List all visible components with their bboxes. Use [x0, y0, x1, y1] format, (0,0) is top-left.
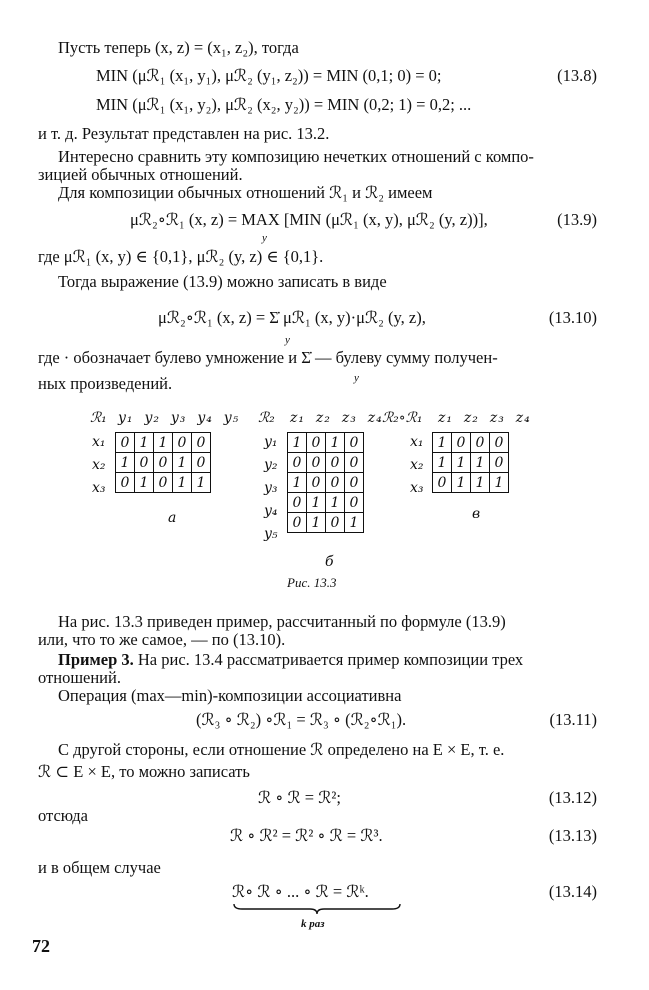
matrix-c: [432, 432, 509, 493]
sum-subscript: y: [354, 372, 359, 384]
matrix-cell: 0: [326, 453, 345, 473]
text-line: Интересно сравнить эту композицию нечетких отношений с компо-: [58, 147, 534, 166]
equation-13-9: μℛ₂∘ℛ₁ (x, z) = MAX [MIN (μℛ₁ (x, y), μℛ₂ (y, z))],: [130, 210, 488, 229]
equation-number: (13.8): [557, 66, 597, 85]
equation-13-10: μℛ₂∘ℛ₁ (x, z) = Σ̇ μℛ₁ (x, y)·μℛ₂ (y, z),: [158, 308, 426, 327]
matrix-cell: 1: [192, 473, 211, 493]
text-line: Пример 3. На рис. 13.4 рассматривается пример композиции трех: [58, 650, 524, 669]
equation-13-11: (ℛ₃ ∘ ℛ₂) ∘ℛ₁ = ℛ₃ ∘ (ℛ₂∘ℛ₁).: [196, 710, 407, 729]
matrix-cell: 0: [288, 453, 307, 473]
row-header: y₄: [264, 503, 278, 519]
matrix-cell: 0: [452, 433, 471, 453]
column-headers-c: z₁ z₂ z₃ z₄: [438, 410, 531, 426]
matrix-cell: 0: [307, 453, 326, 473]
row-header: x₁: [92, 434, 106, 450]
relation-r2-label: ℛ₂: [258, 410, 275, 426]
matrix-cell: 0: [345, 473, 364, 493]
matrix-cell: 0: [192, 453, 211, 473]
matrix-cell: 1: [433, 453, 452, 473]
matrix-a: [115, 432, 211, 493]
panel-label-b: б: [325, 554, 334, 570]
matrix-cell: 0: [326, 513, 345, 533]
underbrace-label: k раз: [301, 918, 325, 930]
matrix-cell: 0: [345, 433, 364, 453]
matrix-cell: 1: [116, 453, 135, 473]
matrix-cell: 0: [288, 493, 307, 513]
row-header: x₃: [410, 480, 424, 496]
matrix-cell: 0: [192, 433, 211, 453]
text-line: где μℛ₁ (x, y) ∈ {0,1}, μℛ₂ (y, z) ∈ {0,1}.: [38, 247, 324, 266]
matrix-cell: 1: [490, 473, 509, 493]
matrix-cell: 1: [135, 433, 154, 453]
text-line: На рис. 13.3 приведен пример, рассчитанный по формуле (13.9): [58, 612, 506, 631]
equation-number: (13.11): [549, 710, 597, 729]
matrix-b: [287, 432, 364, 533]
row-header: y₁: [264, 434, 278, 450]
matrix-cell: 0: [433, 473, 452, 493]
matrix-cell: 1: [471, 453, 490, 473]
text-line: зицией обычных отношений.: [38, 165, 243, 184]
matrix-cell: 0: [490, 453, 509, 473]
max-subscript: y: [262, 232, 267, 244]
text-line: и в общем случае: [38, 858, 161, 877]
relation-r2r1-label: ℛ₂∘ℛ₁: [382, 410, 423, 426]
equation-13-14: ℛ∘ ℛ ∘ ... ∘ ℛ = ℛᵏ.: [232, 882, 369, 901]
text-line: Тогда выражение (13.9) можно записать в виде: [58, 272, 387, 291]
matrix-cell: 1: [452, 453, 471, 473]
matrix-cell: 0: [326, 473, 345, 493]
matrix-cell: 0: [307, 473, 326, 493]
panel-label-c: в: [472, 506, 481, 522]
matrix-cell: 1: [471, 473, 490, 493]
equation-13-12: ℛ ∘ ℛ = ℛ²;: [258, 788, 341, 807]
matrix-cell: 0: [490, 433, 509, 453]
row-header: x₂: [410, 457, 424, 473]
row-header: x₃: [92, 480, 106, 496]
equation-number: (13.12): [548, 788, 597, 807]
matrix-cell: 0: [116, 433, 135, 453]
matrix-cell: 1: [307, 513, 326, 533]
matrix-cell: 1: [288, 433, 307, 453]
equation-line: MIN (μℛ₁ (x₁, y₂), μℛ₂ (x₂, y₂)) = MIN (0,2; 1) = 0,2; ...: [96, 95, 472, 114]
figure-caption: Рис. 13.3: [287, 575, 337, 590]
matrix-cell: 1: [154, 433, 173, 453]
matrix-cell: 0: [288, 513, 307, 533]
column-headers-b: z₁ z₂ z₃ z₄: [290, 410, 383, 426]
equation-13-13: ℛ ∘ ℛ² = ℛ² ∘ ℛ = ℛ³.: [230, 826, 383, 845]
matrix-cell: 0: [154, 453, 173, 473]
panel-label-a: а: [168, 510, 177, 526]
row-header: y₂: [264, 457, 278, 473]
text-line: Пусть теперь (x, z) = (x₁, z₂), тогда: [58, 38, 299, 57]
row-header: y₅: [264, 526, 278, 542]
matrix-cell: 0: [154, 473, 173, 493]
text-line: ных произведений.: [38, 374, 173, 393]
matrix-cell: 0: [173, 433, 192, 453]
text-line: Для композиции обычных отношений ℛ₁ и ℛ₂ имеем: [58, 183, 433, 202]
matrix-cell: 0: [471, 433, 490, 453]
equation-13-8: MIN (μℛ₁ (x₁, y₁), μℛ₂ (y₁, z₂)) = MIN (0,1; 0) = 0;: [96, 66, 442, 85]
matrix-cell: 1: [452, 473, 471, 493]
column-headers-a: y₁ y₂ y₃ y₄ y₅: [118, 410, 240, 426]
matrix-cell: 1: [173, 473, 192, 493]
equation-number: (13.14): [548, 882, 597, 901]
matrix-cell: 1: [326, 433, 345, 453]
equation-number: (13.13): [548, 826, 597, 845]
row-header: x₂: [92, 457, 106, 473]
text-line: или, что то же самое, — по (13.10).: [38, 630, 286, 649]
text-line: и т. д. Результат представлен на рис. 13.2.: [38, 124, 330, 143]
matrix-cell: 1: [135, 473, 154, 493]
page-number: 72: [32, 936, 50, 956]
matrix-cell: 1: [433, 433, 452, 453]
equation-number: (13.10): [548, 308, 597, 327]
text-line: ℛ ⊂ E × E, то можно записать: [38, 762, 250, 781]
matrix-cell: 1: [326, 493, 345, 513]
relation-r1-label: ℛ₁: [90, 410, 107, 426]
matrix-cell: 1: [173, 453, 192, 473]
matrix-cell: 0: [135, 453, 154, 473]
matrix-cell: 1: [345, 513, 364, 533]
row-header: y₃: [264, 480, 278, 496]
sum-subscript: y: [285, 334, 290, 346]
matrix-cell: 0: [345, 493, 364, 513]
row-header: x₁: [410, 434, 424, 450]
text-line: где · обозначает булево умножение и Σ̇ — булеву сумму получен-: [38, 348, 498, 367]
text-line: С другой стороны, если отношение ℛ определено на E × E, т. е.: [58, 740, 505, 759]
matrix-cell: 0: [116, 473, 135, 493]
matrix-cell: 0: [345, 453, 364, 473]
matrix-cell: 1: [307, 493, 326, 513]
text-line: отсюда: [38, 806, 88, 825]
equation-number: (13.9): [557, 210, 597, 229]
text-line: Операция (max—min)-композиции ассоциативна: [58, 686, 402, 705]
text-line: отношений.: [38, 668, 121, 687]
matrix-cell: 1: [288, 473, 307, 493]
matrix-cell: 0: [307, 433, 326, 453]
